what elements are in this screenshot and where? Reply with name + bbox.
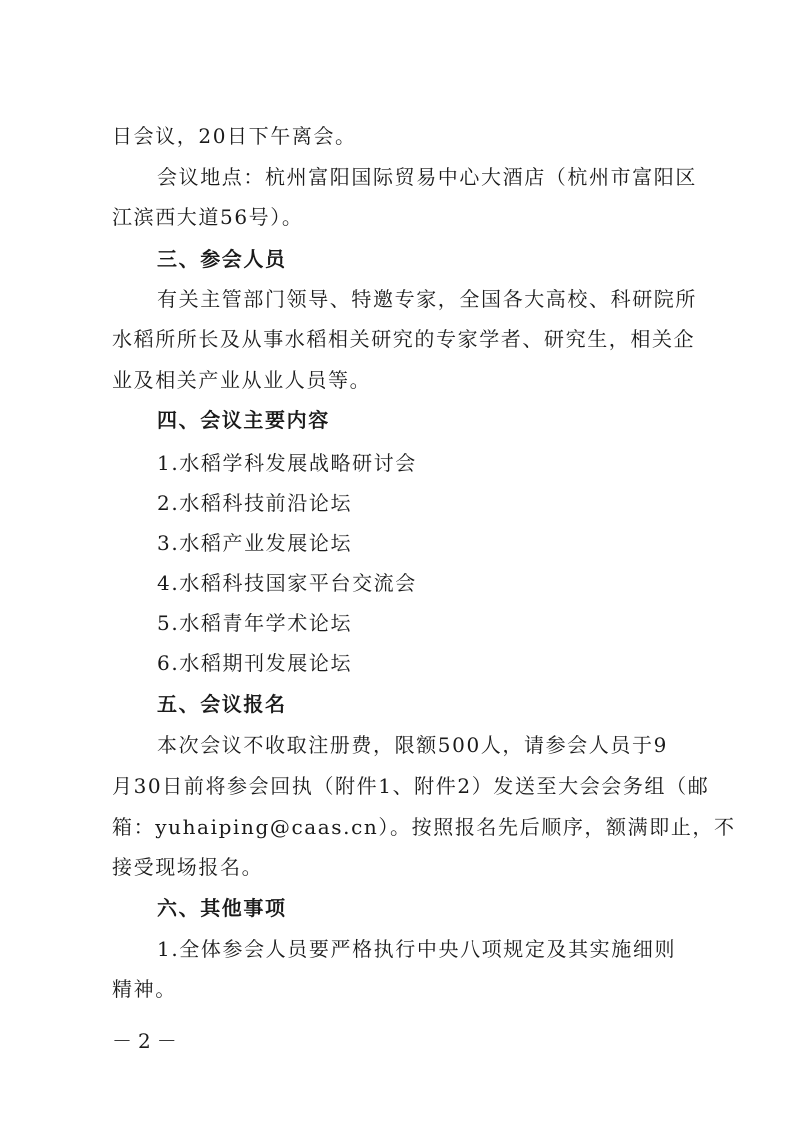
section-heading-participants: 三、参会人员 (157, 247, 287, 271)
section-heading-other-matters: 六、其他事项 (157, 896, 287, 920)
section-heading-registration: 五、会议报名 (157, 692, 287, 716)
paragraph-line-registration-4: 接受现场报名。 (112, 855, 264, 879)
list-item-content-2: 2.水稻科技前沿论坛 (157, 491, 353, 515)
paragraph-line-registration-2: 月30日前将参会回执（附件1、附件2）发送至大会会务组（邮 (112, 774, 710, 798)
paragraph-line-participants-2: 水稻所所长及从事水稻相关研究的专家学者、研究生，相关企 (112, 327, 696, 351)
list-item-content-4: 4.水稻科技国家平台交流会 (157, 571, 417, 595)
paragraph-line-registration-1: 本次会议不收取注册费，限额500人，请参会人员于9 (157, 733, 668, 757)
page-number: －2－ (112, 1029, 183, 1053)
paragraph-line-other-2: 精神。 (112, 977, 177, 1001)
list-item-content-5: 5.水稻青年学术论坛 (157, 611, 353, 635)
list-item-content-3: 3.水稻产业发展论坛 (157, 531, 353, 555)
paragraph-line-other-1: 1.全体参会人员要严格执行中央八项规定及其实施细则 (157, 937, 677, 961)
paragraph-line-continuation: 日会议，20日下午离会。 (112, 124, 357, 148)
section-heading-main-content: 四、会议主要内容 (157, 408, 330, 432)
paragraph-line-participants-3: 业及相关产业从业人员等。 (112, 368, 372, 392)
list-item-content-1: 1.水稻学科发展战略研讨会 (157, 451, 417, 475)
paragraph-line-venue-address: 江滨西大道56号）。 (112, 205, 304, 229)
list-item-content-6: 6.水稻期刊发展论坛 (157, 651, 353, 675)
paragraph-line-registration-3: 箱：yuhaiping@caas.cn）。按照报名先后顺序，额满即止，不 (112, 815, 736, 839)
paragraph-line-participants-1: 有关主管部门领导、特邀专家，全国各大高校、科研院所 (157, 287, 697, 311)
paragraph-line-venue: 会议地点：杭州富阳国际贸易中心大酒店（杭州市富阳区 (157, 165, 697, 189)
